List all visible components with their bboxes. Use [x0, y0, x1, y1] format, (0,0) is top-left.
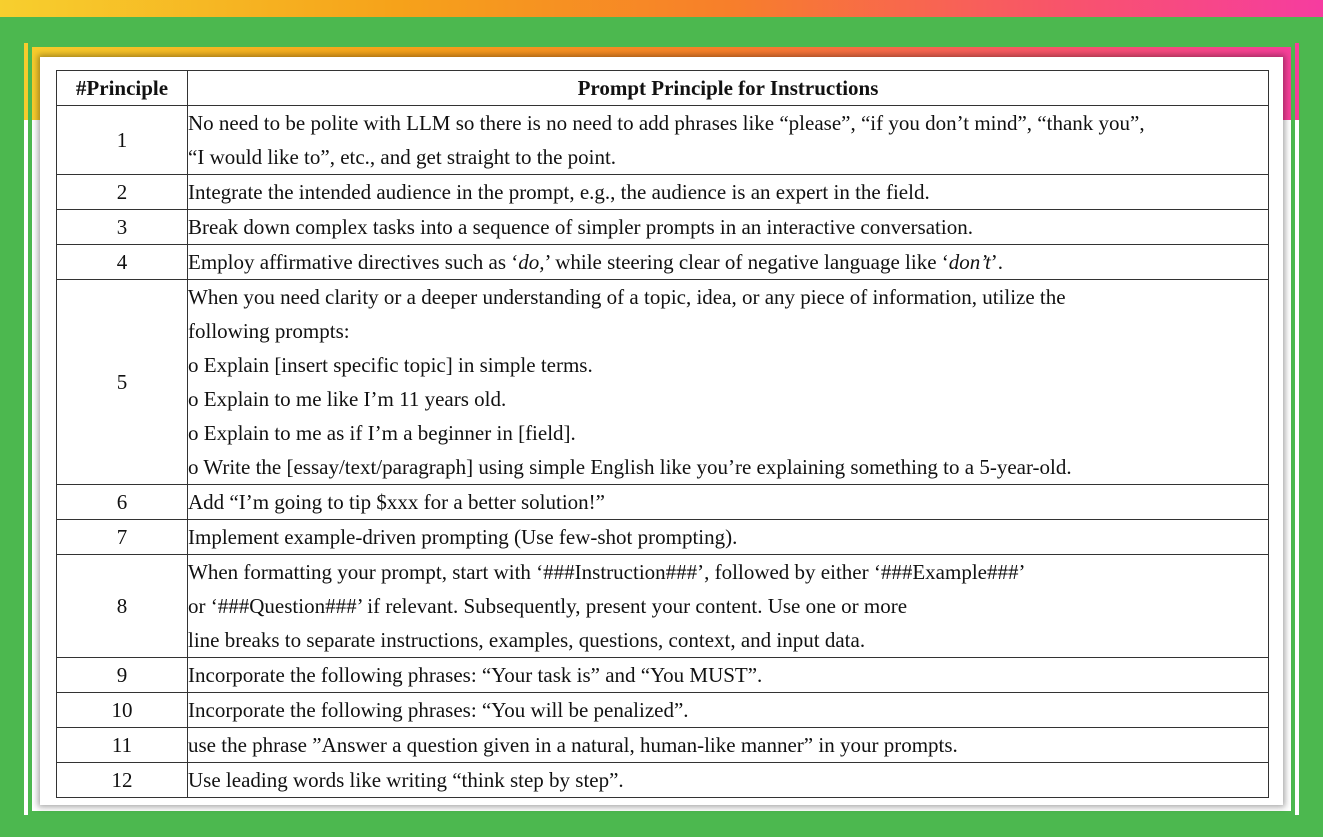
- principle-text: [188, 210, 1269, 245]
- document-page: [40, 57, 1283, 805]
- column-header-text: Prompt Principle for Instructions: [188, 71, 1269, 106]
- principle-number: 7: [57, 520, 188, 555]
- table-row: [57, 210, 1269, 245]
- principle-text: [188, 555, 1269, 658]
- table-row: [57, 485, 1269, 520]
- text-segment: ’.: [990, 250, 1004, 274]
- principle-number: 3: [57, 210, 188, 245]
- table-row: [57, 245, 1269, 280]
- principle-number: 12: [57, 763, 188, 798]
- principle-line: When you need clarity or a deeper understanding of a topic, idea, or any piece of information, utilize the: [188, 285, 1066, 309]
- table-row: [57, 175, 1269, 210]
- principle-text: [188, 693, 1269, 728]
- table-row: [57, 763, 1269, 798]
- principle-line: No need to be polite with LLM so there is no need to add phrases like “please”, “if you don’t mind”, “thank you”,: [188, 111, 1145, 135]
- principle-text: [188, 658, 1269, 693]
- principle-number: 10: [57, 693, 188, 728]
- principle-text: [188, 175, 1269, 210]
- principle-line: Incorporate the following phrases: “Your task is” and “You MUST”.: [188, 663, 763, 687]
- column-header-number: #Principle: [57, 71, 188, 106]
- table-header-row: [57, 71, 1269, 106]
- principle-line: o Explain to me as if I’m a beginner in [field].: [188, 421, 576, 445]
- principle-line: Incorporate the following phrases: “You will be penalized”.: [188, 698, 689, 722]
- principle-line: “I would like to”, etc., and get straight to the point.: [188, 145, 617, 169]
- principle-number: 6: [57, 485, 188, 520]
- principle-line: When formatting your prompt, start with ‘###Instruction###’, followed by either ‘###Example###’: [188, 560, 1026, 584]
- principle-text: [188, 728, 1269, 763]
- principle-line: Integrate the intended audience in the prompt, e.g., the audience is an expert in the field.: [188, 180, 930, 204]
- principle-line: following prompts:: [188, 319, 350, 343]
- principle-number: 5: [57, 280, 188, 485]
- principle-text: [188, 485, 1269, 520]
- principle-line: or ‘###Question###’ if relevant. Subsequently, present your content. Use one or more: [188, 594, 908, 618]
- principle-number: 2: [57, 175, 188, 210]
- principle-line: use the phrase ”Answer a question given in a natural, human-like manner” in your prompts.: [188, 733, 958, 757]
- italic-term-do: do,: [518, 250, 545, 274]
- table-row: [57, 555, 1269, 658]
- principle-number: 9: [57, 658, 188, 693]
- principle-number: 8: [57, 555, 188, 658]
- principle-text: [188, 245, 1269, 280]
- principle-text: [188, 520, 1269, 555]
- principle-text: [188, 106, 1269, 175]
- text-segment: Employ affirmative directives such as ‘: [188, 250, 519, 274]
- principle-line: Use leading words like writing “think step by step”.: [188, 768, 624, 792]
- italic-term-dont: don’t: [948, 250, 991, 274]
- table-row: [57, 280, 1269, 485]
- principle-line: Break down complex tasks into a sequence of simpler prompts in an interactive conversation.: [188, 215, 973, 239]
- table-row: [57, 658, 1269, 693]
- principles-table: [56, 70, 1269, 798]
- principle-line: o Explain [insert specific topic] in simple terms.: [188, 353, 593, 377]
- table-row: [57, 693, 1269, 728]
- text-segment: ’ while steering clear of negative language like ‘: [544, 250, 949, 274]
- table-row: [57, 728, 1269, 763]
- table-row: [57, 106, 1269, 175]
- principle-line: line breaks to separate instructions, examples, questions, context, and input data.: [188, 628, 866, 652]
- principle-number: 11: [57, 728, 188, 763]
- principle-text: [188, 763, 1269, 798]
- principle-text: [188, 280, 1269, 485]
- principle-number: 1: [57, 106, 188, 175]
- principle-line: o Explain to me like I’m 11 years old.: [188, 387, 507, 411]
- principle-line: Add “I’m going to tip $xxx for a better solution!”: [188, 490, 605, 514]
- principle-line: [188, 245, 1268, 279]
- principle-line: o Write the [essay/text/paragraph] using simple English like you’re explaining something to a 5-year-old.: [188, 455, 1072, 479]
- principle-number: 4: [57, 245, 188, 280]
- table-row: [57, 520, 1269, 555]
- principle-line: Implement example-driven prompting (Use few-shot prompting).: [188, 525, 738, 549]
